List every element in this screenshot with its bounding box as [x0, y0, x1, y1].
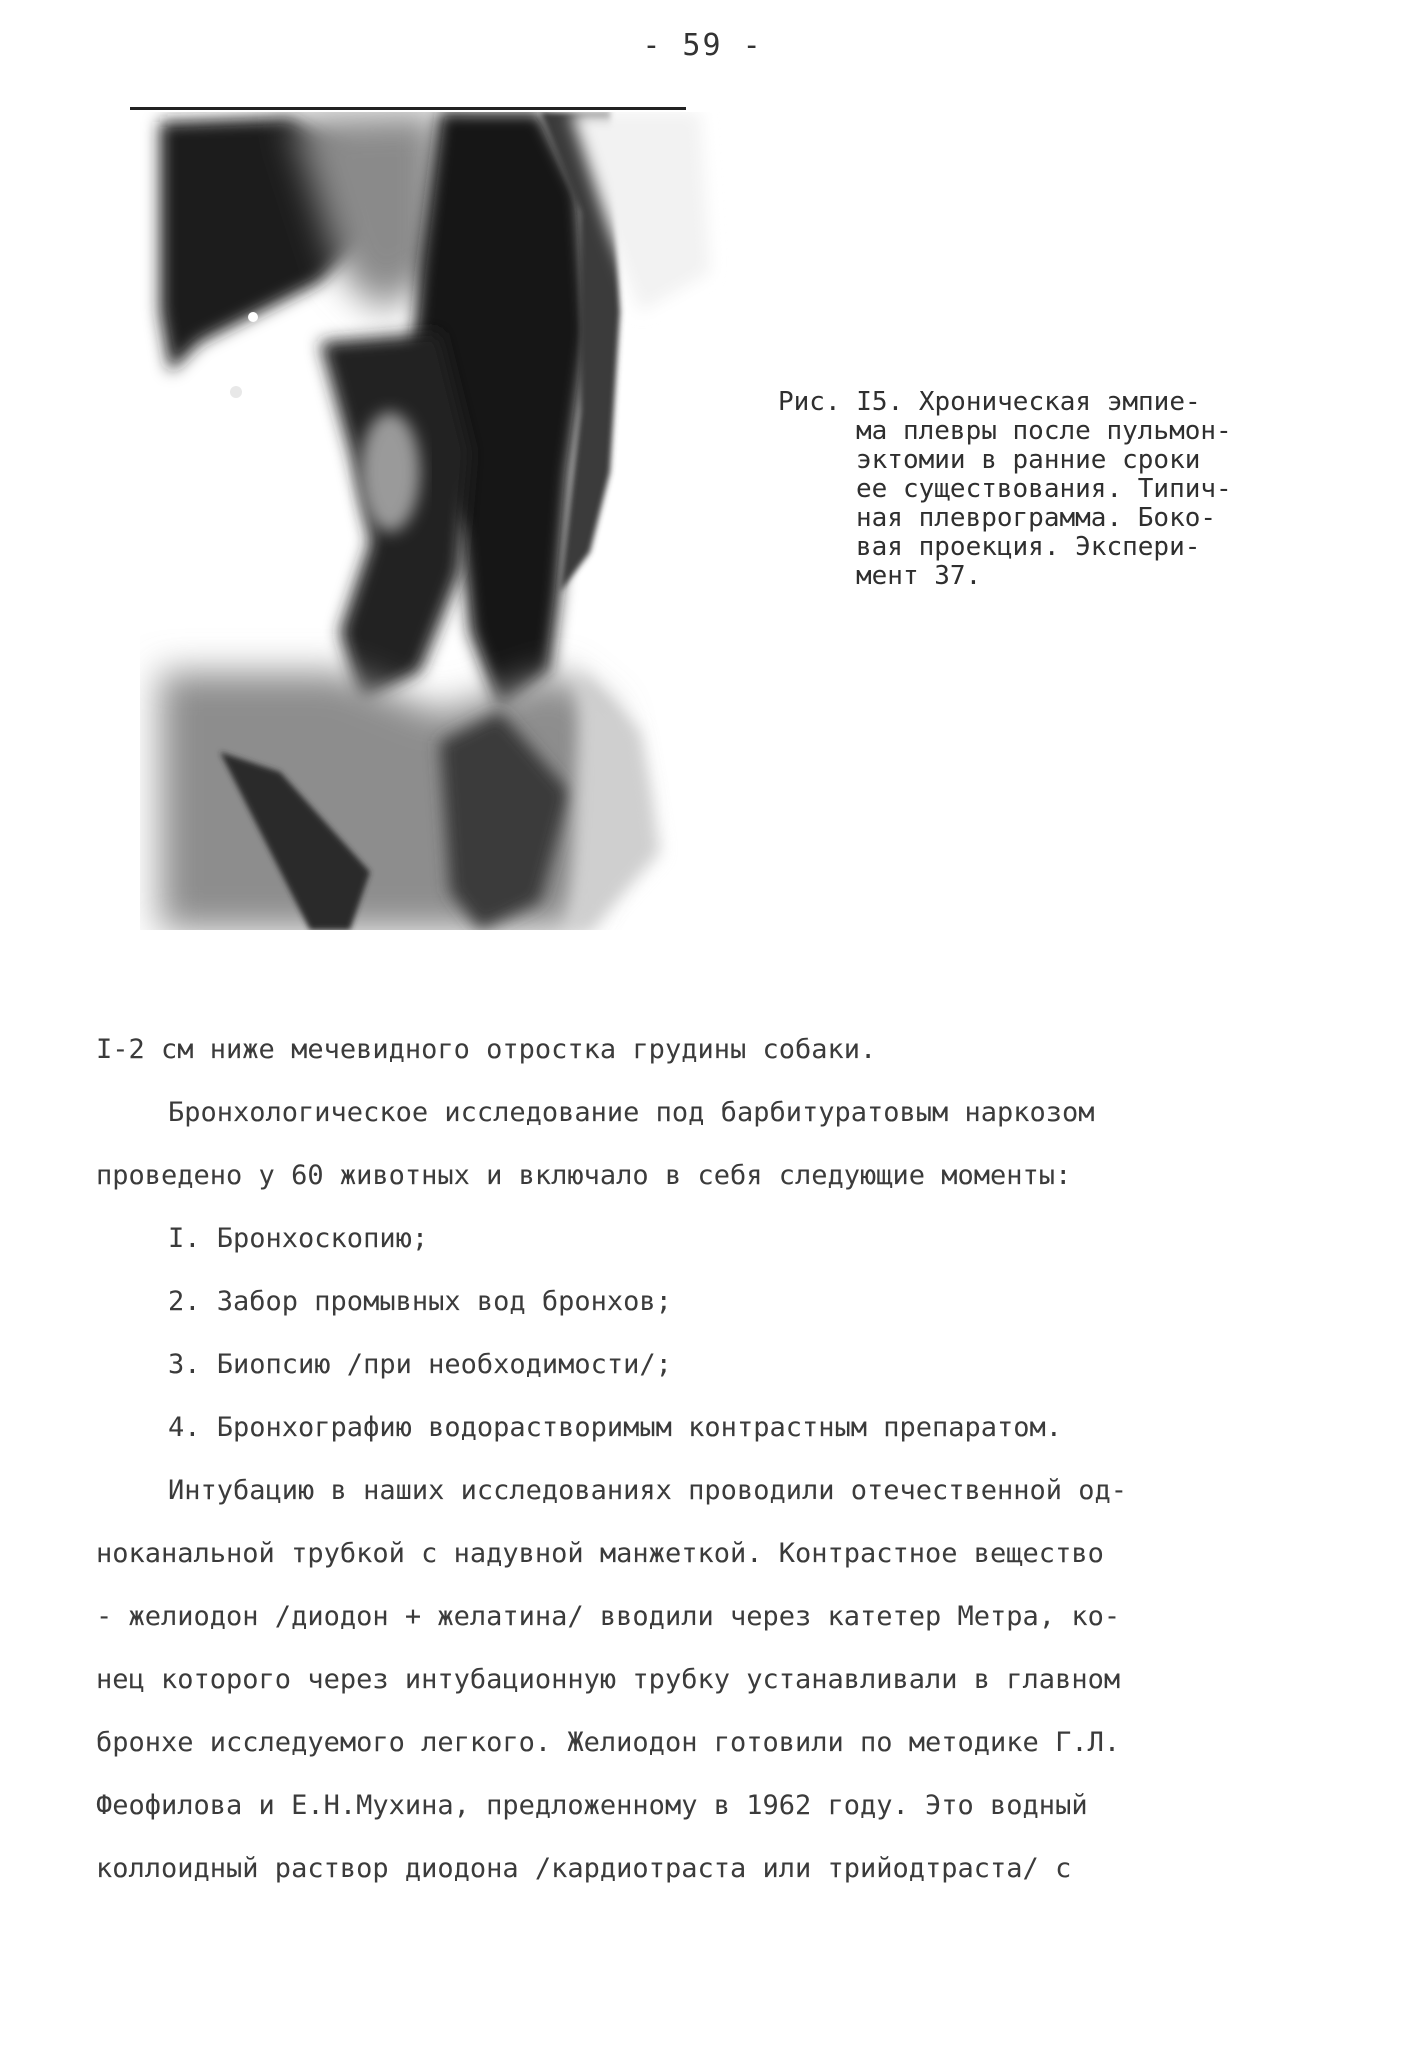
list-item-2: 2. Забор промывных вод бронхов;	[168, 1286, 672, 1317]
list-item-4: 4. Бронхографию водорастворимым контрастным препаратом.	[168, 1412, 1063, 1443]
body-line: Бронхологическое исследование под барбитуратовым наркозом	[168, 1097, 1095, 1128]
body-line: проведено у 60 животных и включало в себя следующие моменты:	[96, 1160, 1072, 1191]
figure-top-rule	[130, 107, 686, 110]
body-line: Интубацию в наших исследованиях проводили отечественной од-	[168, 1475, 1128, 1506]
body-line: нец которого через интубационную трубку устанавливали в главном	[96, 1664, 1121, 1695]
caption-line: ная плеврограмма. Боко-	[856, 503, 1217, 533]
list-item-1: I. Бронхоскопию;	[168, 1223, 429, 1254]
list-item-3: 3. Биопсию /при необходимости/;	[168, 1349, 672, 1380]
caption-line: эктомии в ранние сроки	[856, 445, 1201, 475]
caption-line: мент 37.	[856, 561, 982, 591]
caption-line: вая проекция. Экспери-	[856, 532, 1201, 562]
caption-line: Рис. I5. Хроническая эмпие-	[778, 387, 1201, 417]
body-line: - желиодон /диодон + желатина/ вводили через катетер Метра, ко-	[96, 1601, 1121, 1632]
figure-caption	[778, 388, 1338, 591]
body-line: Феофилова и Е.Н.Мухина, предложенному в 1962 году. Это водный	[96, 1790, 1088, 1821]
body-line: коллоидный раствор диодона /кардиотраста или трийодтраста/ с	[96, 1853, 1072, 1884]
body-line: I-2 см ниже мечевидного отростка грудины собаки.	[96, 1034, 877, 1065]
xray-photograph	[140, 112, 730, 930]
body-line: ноканальной трубкой с надувной манжеткой. Контрастное вещество	[96, 1538, 1104, 1569]
body-text	[96, 1018, 1336, 1900]
caption-line: ее существования. Типич-	[856, 474, 1232, 504]
caption-line: ма плевры после пульмон-	[856, 416, 1232, 446]
body-line: бронхе исследуемого легкого. Желиодон готовили по методике Г.Л.	[96, 1727, 1121, 1758]
page-number: - 59 -	[642, 28, 763, 63]
